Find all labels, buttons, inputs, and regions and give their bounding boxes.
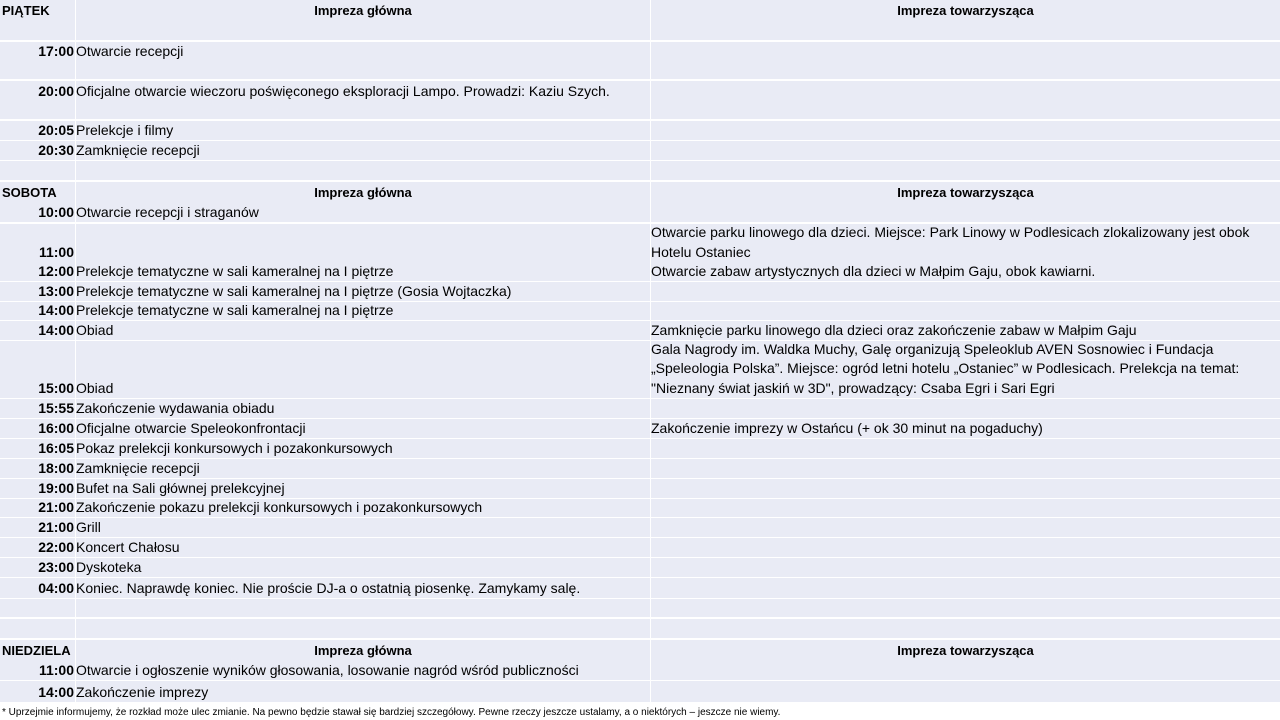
sunday-day-cell bbox=[0, 640, 76, 661]
friday-day-cell bbox=[0, 0, 76, 22]
table-row bbox=[0, 204, 1280, 222]
main-event-cell bbox=[76, 558, 651, 577]
side-header-cell bbox=[651, 182, 1280, 204]
time-label: 16:00 bbox=[38, 420, 74, 436]
saturday-day-cell bbox=[0, 182, 76, 204]
table-row bbox=[0, 224, 1280, 262]
side-event-text: Otwarcie parku linowego dla dzieci. Miejsce: Park Linowy w Podlesicach zlokalizowany jest obok Hotelu Ostaniec bbox=[651, 224, 1250, 260]
main-event-cell bbox=[76, 439, 651, 458]
side-event-cell bbox=[651, 558, 1280, 577]
time-cell bbox=[0, 81, 76, 101]
table-row bbox=[0, 439, 1280, 458]
main-event-text: Otwarcie recepcji bbox=[76, 43, 184, 59]
time-label: 12:00 bbox=[38, 263, 74, 279]
main-event-cell bbox=[76, 262, 651, 281]
main-event-cell bbox=[76, 302, 651, 320]
main-event-text: Otwarcie i ogłoszenie wyników głosowania, losowanie nagród wśród publiczności bbox=[76, 662, 579, 678]
saturday-header-row bbox=[0, 182, 1280, 204]
table-row bbox=[0, 341, 1280, 398]
time-label: 20:00 bbox=[38, 83, 74, 99]
time-cell bbox=[0, 61, 76, 79]
table-row bbox=[0, 22, 1280, 40]
time-label: 16:05 bbox=[38, 440, 74, 456]
sunday-header-row bbox=[0, 640, 1280, 661]
time-label: 21:00 bbox=[38, 519, 74, 535]
main-event-text: Otwarcie recepcji i straganów bbox=[76, 204, 259, 220]
time-label: 14:00 bbox=[38, 684, 74, 700]
time-label: 19:00 bbox=[38, 480, 74, 496]
main-event-cell bbox=[76, 22, 651, 40]
side-event-cell bbox=[651, 341, 1280, 398]
time-label: 15:00 bbox=[38, 380, 74, 396]
time-label: 14:00 bbox=[38, 302, 74, 318]
main-event-cell bbox=[76, 578, 651, 598]
day-label: NIEDZIELA bbox=[2, 643, 71, 658]
main-event-cell bbox=[76, 121, 651, 140]
table-row bbox=[0, 81, 1280, 101]
side-event-cell bbox=[651, 439, 1280, 458]
main-event-cell bbox=[76, 399, 651, 418]
time-cell bbox=[0, 121, 76, 140]
main-header-cell bbox=[76, 0, 651, 22]
main-event-header: Impreza główna bbox=[314, 3, 412, 18]
main-event-text: Zamknięcie recepcji bbox=[76, 460, 200, 476]
time-label: 10:00 bbox=[38, 204, 74, 220]
side-event-cell bbox=[651, 121, 1280, 140]
side-event-cell bbox=[651, 224, 1280, 262]
main-event-cell bbox=[76, 101, 651, 119]
main-event-cell bbox=[76, 141, 651, 160]
side-event-cell bbox=[651, 321, 1280, 340]
main-event-cell bbox=[76, 282, 651, 301]
time-cell bbox=[0, 42, 76, 61]
main-event-cell bbox=[76, 599, 651, 617]
main-event-cell bbox=[76, 538, 651, 557]
time-label: 23:00 bbox=[38, 559, 74, 575]
time-cell bbox=[0, 578, 76, 598]
time-label: 21:00 bbox=[38, 499, 74, 515]
main-header-cell bbox=[76, 182, 651, 204]
side-event-cell bbox=[651, 141, 1280, 160]
table-row bbox=[0, 518, 1280, 537]
time-cell bbox=[0, 22, 76, 40]
side-event-cell bbox=[651, 42, 1280, 61]
table-row bbox=[0, 61, 1280, 79]
table-row bbox=[0, 321, 1280, 340]
time-cell bbox=[0, 661, 76, 680]
time-cell bbox=[0, 499, 76, 517]
main-event-cell bbox=[76, 619, 651, 638]
main-event-cell bbox=[76, 479, 651, 498]
table-row bbox=[0, 101, 1280, 119]
side-event-cell bbox=[651, 499, 1280, 517]
side-event-cell bbox=[651, 459, 1280, 478]
side-event-cell bbox=[651, 204, 1280, 222]
main-event-cell bbox=[76, 419, 651, 438]
table-row bbox=[0, 419, 1280, 438]
main-event-text: Prelekcje tematyczne w sali kameralnej na I piętrze bbox=[76, 263, 394, 279]
time-label: 14:00 bbox=[38, 322, 74, 338]
time-cell bbox=[0, 538, 76, 557]
side-event-cell bbox=[651, 101, 1280, 119]
friday-header-row bbox=[0, 0, 1280, 22]
main-event-text: Obiad bbox=[76, 380, 114, 396]
side-event-cell bbox=[651, 681, 1280, 702]
main-event-text: Bufet na Sali głównej prelekcyjnej bbox=[76, 480, 285, 496]
side-event-cell bbox=[651, 399, 1280, 418]
side-event-cell bbox=[651, 619, 1280, 638]
side-event-header: Impreza towarzysząca bbox=[897, 3, 1034, 18]
time-cell bbox=[0, 459, 76, 478]
table-row bbox=[0, 282, 1280, 301]
time-cell bbox=[0, 619, 76, 638]
table-row bbox=[0, 619, 1280, 638]
table-row bbox=[0, 262, 1280, 281]
side-event-cell bbox=[651, 81, 1280, 101]
table-row bbox=[0, 302, 1280, 320]
time-label: 20:05 bbox=[38, 122, 74, 138]
main-event-cell bbox=[76, 518, 651, 537]
side-header-cell bbox=[651, 640, 1280, 661]
main-event-cell bbox=[76, 204, 651, 222]
footnote: * Uprzejmie informujemy, że rozkład może ulec zmianie. Na pewno będzie stawał się bardziej szczegółowy. Pewne rzeczy jeszcze ustalamy, a o niektórych – jeszcze nie wiemy. bbox=[2, 707, 781, 718]
main-event-cell bbox=[76, 661, 651, 680]
time-cell bbox=[0, 479, 76, 498]
time-cell bbox=[0, 439, 76, 458]
table-row bbox=[0, 499, 1280, 517]
main-event-cell bbox=[76, 42, 651, 61]
time-cell bbox=[0, 321, 76, 340]
time-label: 13:00 bbox=[38, 283, 74, 299]
main-event-cell bbox=[76, 459, 651, 478]
table-row bbox=[0, 42, 1280, 61]
day-label: PIĄTEK bbox=[2, 3, 50, 18]
time-label: 11:00 bbox=[38, 244, 74, 260]
main-event-cell bbox=[76, 81, 651, 101]
side-event-cell bbox=[651, 302, 1280, 320]
main-event-text: Oficjalne otwarcie wieczoru poświęconego eksploracji Lampo. Prowadzi: Kaziu Szych. bbox=[76, 83, 610, 99]
time-label: 15:55 bbox=[38, 400, 74, 416]
main-event-text: Prelekcje tematyczne w sali kameralnej na I piętrze bbox=[76, 302, 394, 318]
side-event-cell bbox=[651, 538, 1280, 557]
time-cell bbox=[0, 224, 76, 262]
side-event-header: Impreza towarzysząca bbox=[897, 643, 1034, 658]
main-event-text: Zamknięcie recepcji bbox=[76, 142, 200, 158]
main-event-cell bbox=[76, 499, 651, 517]
main-event-cell bbox=[76, 161, 651, 180]
table-row bbox=[0, 558, 1280, 577]
side-event-cell bbox=[651, 661, 1280, 680]
main-event-cell bbox=[76, 61, 651, 79]
side-event-cell bbox=[651, 419, 1280, 438]
main-event-cell bbox=[76, 224, 651, 262]
main-event-text: Koniec. Naprawdę koniec. Nie proście DJ-a o ostatnią piosenkę. Zamykamy salę. bbox=[76, 580, 581, 596]
time-label: 18:00 bbox=[38, 460, 74, 476]
main-event-text: Grill bbox=[76, 519, 101, 535]
main-event-text: Zakończenie pokazu prelekcji konkursowych i pozakonkursowych bbox=[76, 499, 483, 515]
side-event-text: Gala Nagrody im. Waldka Muchy, Galę organizują Speleoklub AVEN Sosnowiec i Fundacja „Speleologia Polska”. Miejsce: ogród letni hotelu „Ostaniec” w Podlesicach. Prelekcja na temat: "Nieznany świat jaskiń w 3D", prowadzący: Csaba Egri i Sari Egri bbox=[651, 340, 1240, 396]
table-row bbox=[0, 538, 1280, 557]
main-event-text: Zakończenie wydawania obiadu bbox=[76, 400, 275, 416]
time-cell bbox=[0, 262, 76, 281]
table-row bbox=[0, 479, 1280, 498]
time-label: 20:30 bbox=[38, 142, 74, 158]
side-event-cell bbox=[651, 161, 1280, 180]
time-cell bbox=[0, 141, 76, 160]
time-cell bbox=[0, 282, 76, 301]
table-row bbox=[0, 599, 1280, 617]
time-label: 11:00 bbox=[38, 662, 74, 678]
time-cell bbox=[0, 681, 76, 702]
table-row bbox=[0, 661, 1280, 680]
main-event-text: Pokaz prelekcji konkursowych i pozakonkursowych bbox=[76, 440, 393, 456]
main-event-text: Zakończenie imprezy bbox=[76, 684, 209, 700]
table-row bbox=[0, 399, 1280, 418]
table-row bbox=[0, 681, 1280, 702]
time-cell bbox=[0, 399, 76, 418]
side-event-text: Otwarcie zabaw artystycznych dla dzieci w Małpim Gaju, obok kawiarni. bbox=[651, 262, 1096, 279]
main-event-cell bbox=[76, 321, 651, 340]
time-cell bbox=[0, 341, 76, 398]
side-event-text: Zakończenie imprezy w Ostańcu (+ ok 30 minut na pogaduchy) bbox=[651, 419, 1043, 436]
time-cell bbox=[0, 599, 76, 617]
side-header-cell bbox=[651, 0, 1280, 22]
main-event-header: Impreza główna bbox=[314, 643, 412, 658]
main-header-cell bbox=[76, 640, 651, 661]
time-cell bbox=[0, 101, 76, 119]
time-cell bbox=[0, 204, 76, 222]
side-event-cell bbox=[651, 479, 1280, 498]
table-row bbox=[0, 121, 1280, 140]
time-cell bbox=[0, 558, 76, 577]
table-row bbox=[0, 459, 1280, 478]
main-event-text: Oficjalne otwarcie Speleokonfrontacji bbox=[76, 420, 306, 436]
side-event-cell bbox=[651, 599, 1280, 617]
table-row bbox=[0, 578, 1280, 598]
side-event-cell bbox=[651, 22, 1280, 40]
time-label: 22:00 bbox=[38, 539, 74, 555]
side-event-header: Impreza towarzysząca bbox=[897, 185, 1034, 200]
time-cell bbox=[0, 302, 76, 320]
table-row bbox=[0, 141, 1280, 160]
time-cell bbox=[0, 518, 76, 537]
side-event-cell bbox=[651, 61, 1280, 79]
main-event-header: Impreza główna bbox=[314, 185, 412, 200]
day-label: SOBOTA bbox=[2, 185, 57, 200]
time-cell bbox=[0, 161, 76, 180]
main-event-text: Koncert Chałosu bbox=[76, 539, 180, 555]
side-event-cell bbox=[651, 282, 1280, 301]
side-event-cell bbox=[651, 578, 1280, 598]
main-event-cell bbox=[76, 681, 651, 702]
main-event-text: Prelekcje i filmy bbox=[76, 122, 174, 138]
main-event-text: Prelekcje tematyczne w sali kameralnej na I piętrze (Gosia Wojtaczka) bbox=[76, 283, 512, 299]
main-event-text: Dyskoteka bbox=[76, 559, 142, 575]
time-label: 17:00 bbox=[38, 43, 74, 59]
side-event-text: Zamknięcie parku linowego dla dzieci oraz zakończenie zabaw w Małpim Gaju bbox=[651, 321, 1137, 338]
main-event-text: Obiad bbox=[76, 322, 114, 338]
table-row bbox=[0, 161, 1280, 180]
side-event-cell bbox=[651, 262, 1280, 281]
main-event-cell bbox=[76, 341, 651, 398]
time-cell bbox=[0, 419, 76, 438]
side-event-cell bbox=[651, 518, 1280, 537]
time-label: 04:00 bbox=[38, 580, 74, 596]
